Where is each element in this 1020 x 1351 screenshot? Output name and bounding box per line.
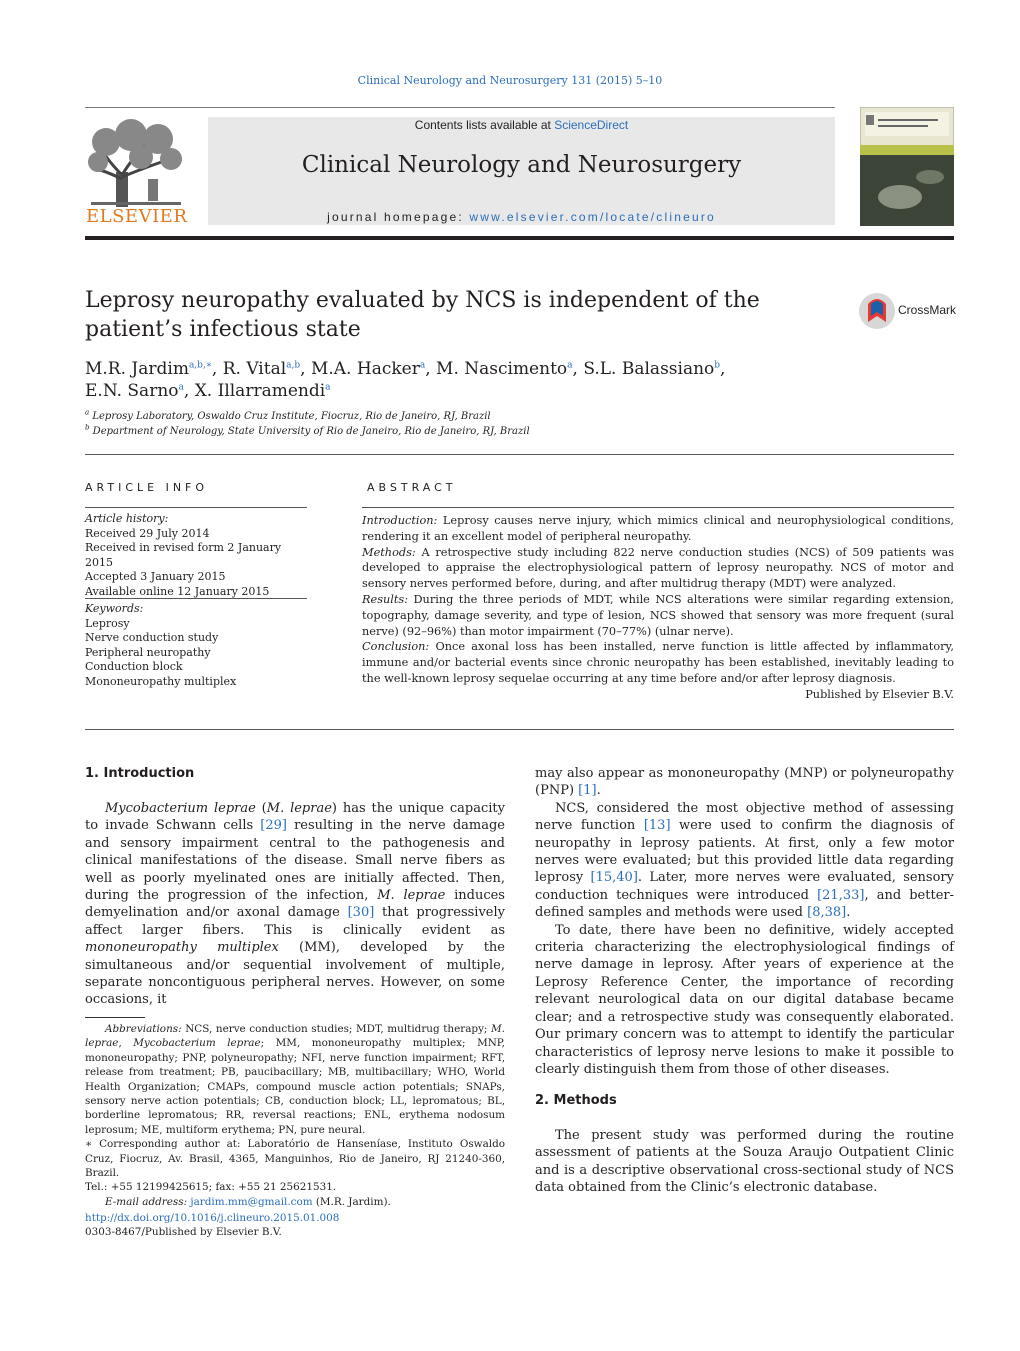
journal-homepage [208, 210, 835, 224]
text: induces demyelination and/or axonal damage [85, 888, 505, 921]
author-separator: , [425, 359, 437, 379]
text: may also appear as mononeuropathy (MNP) or polyneuropathy (PNP) [535, 766, 954, 799]
keyword-item: Mononeuropathy multiplex [85, 674, 237, 688]
text: (MM), developed by the simultaneous and/or sequential involvement of multiple, separate noncontiguous peripheral nerves. However, on some occasions, it [85, 940, 505, 1008]
text: (M.R. Jardim). [312, 1195, 391, 1208]
text: . [596, 783, 601, 799]
reference-link[interactable]: [13] [643, 818, 671, 834]
text: NCS, nerve conduction studies; MDT, multidrug therapy; [181, 1023, 492, 1035]
doi-link[interactable]: http://dx.doi.org/10.1016/j.clineuro.2015.01.008 [85, 1212, 340, 1224]
keywords [85, 602, 307, 689]
text: , [118, 1037, 134, 1050]
divider [85, 454, 954, 455]
keyword-item: Leprosy [85, 616, 130, 630]
affiliation-key: a [85, 408, 90, 417]
abstract-introduction [362, 513, 954, 545]
author-affiliation-marker[interactable]: a [567, 360, 573, 371]
text: were used to confirm the diagnosis of neuropathy in leprosy patients. At first, only a few motor nerves were evaluated; but this provided little data regarding leprosy [535, 818, 954, 886]
right-column [535, 765, 954, 1078]
history-item: Received in revised form 2 January 2015 [85, 541, 282, 569]
crossmark-icon[interactable] [858, 292, 896, 330]
author-separator: , [183, 381, 195, 401]
text-italic: M. leprae [85, 1023, 505, 1050]
crossmark-label[interactable]: CrossMark [898, 303, 957, 317]
sciencedirect-link[interactable]: ScienceDirect [554, 118, 629, 132]
article-info-heading: ARTICLE INFO [85, 481, 209, 494]
abstract-results [362, 592, 954, 639]
abstract-methods [362, 545, 954, 592]
abstract-label: Methods: [362, 545, 416, 559]
text: ; MM, mononeuropathy multiplex; MNP, mononeuropathy; PNP, polyneuropathy; NFI, nerve function impairment; RFT, release from treatment; PB, paucibacillary; MB, multibacillary; WHO, World Health Organization; CMAPs, compound muscle action potentials; SNAPs, sensory nerve action potentials; CB, conduction block; LL, lepromatous; BL, borderline lepromatous; RR, reversal reactions; ENL, erythema nodosum leprosum; ME, multiform erythema; PN, pure neural. [85, 1037, 505, 1136]
email-link[interactable]: jardim.mm@gmail.com [190, 1195, 313, 1208]
history-item: Accepted 3 January 2015 [85, 570, 226, 583]
author-list [85, 358, 845, 402]
author-name[interactable]: R. Vital [222, 359, 287, 379]
journal-citation[interactable]: Clinical Neurology and Neurosurgery 131 (2015) 5–10 [357, 74, 663, 87]
divider [85, 598, 307, 599]
author-name[interactable]: M.A. Hacker [310, 359, 420, 379]
divider [85, 507, 307, 508]
abstract-body [362, 513, 954, 703]
abbreviations-footnote [85, 1022, 505, 1137]
introduction-paragraph-2 [535, 800, 954, 922]
issn-line: 0303-8467/Published by Elsevier B.V. [85, 1226, 282, 1239]
keywords-label: Keywords: [85, 602, 144, 615]
contents-line [208, 118, 835, 132]
history-list [85, 527, 307, 600]
abstract-label: Results: [362, 592, 409, 606]
elsevier-wordmark: ELSEVIER [86, 206, 188, 227]
text-italic: Mycobacterium leprae [133, 1037, 261, 1050]
published-by: Published by Elsevier B.V. [805, 687, 954, 701]
text: that progressively affect larger fibers. This is clinically evident as [85, 905, 505, 938]
text-italic: M. leprae [266, 801, 332, 816]
author-name[interactable]: S.L. Balassiano [583, 359, 715, 379]
affiliation-a [85, 408, 491, 422]
author-separator: , [572, 359, 584, 379]
divider [85, 729, 954, 730]
abstract-label: Introduction: [362, 514, 438, 527]
text: NCS, considered the most objective method of assessing nerve function [535, 800, 954, 834]
reference-link[interactable]: [1] [578, 783, 597, 799]
text-italic: Mycobacterium leprae [105, 801, 256, 816]
reference-link[interactable]: [8,38] [807, 905, 847, 921]
abstract-heading: ABSTRACT [367, 481, 457, 494]
text: , and better-defined samples and methods were used [535, 887, 954, 921]
reference-link[interactable]: [29] [260, 818, 287, 834]
article-title: Leprosy neuropathy evaluated by NCS is independent of the patient’s infectious state [85, 288, 760, 342]
email-label: E-mail address: [105, 1195, 188, 1208]
author-affiliation-marker[interactable]: a,b,∗ [188, 360, 212, 371]
methods-paragraph-1 [535, 1127, 954, 1197]
abstract-text: Once axonal loss has been installed, nerve function is little affected by inflammatory, immune and/or bacterial events since chronic neuropathy has been established, inevitably leading to the well-known leprosy sequelae occurring at any time before and/or after leprosy diagnosis. [362, 640, 954, 685]
divider [362, 507, 954, 508]
author-name[interactable]: X. Illarramendi [194, 381, 326, 401]
history-item: Available online 12 January 2015 [85, 584, 270, 598]
text-italic: mononeuropathy multiplex [85, 940, 279, 956]
abstract-text: A retrospective study including 822 nerve conduction studies (NCS) of 509 patients was developed to appraise the electrophysiological pattern of leprosy neuropathy. NCS of motor and sensory nerves performed before, during, and after multidrug therapy (MDT) were analyzed. [362, 545, 954, 591]
keyword-item: Conduction block [85, 660, 183, 673]
abstract-text: During the three periods of MDT, while NCS alterations were similar regarding extension, topography, damage severity, and type of lesion, NCS showed that sensory was more frequent (sural nerve) (92–96%) than motor impairment (70–77%) (ulnar nerve). [362, 592, 954, 638]
author-affiliation-marker[interactable]: a [419, 360, 426, 371]
author-affiliation-marker[interactable]: a [325, 382, 331, 393]
text: ) has the unique capacity to invade Schwann cells [85, 801, 505, 834]
author-affiliation-marker[interactable]: a [178, 382, 184, 393]
reference-link[interactable]: [15,40] [590, 870, 638, 886]
author-separator: , [300, 359, 311, 379]
author-separator: , [211, 359, 223, 379]
journal-title: Clinical Neurology and Neurosurgery [301, 152, 742, 178]
introduction-paragraph-3: To date, there have been no definitive, widely accepted criteria characterizing the electrophysiological findings of nerve damage in leprosy. After years of experience at the Leprosy Reference Center, the importance of recording relevant neurological data on our digital database became clear; and a retrospective study was consequently elaborated. Our primary concern was to attempt to identify the particular characteristics of leprosy nerve lesions to make it possible to clearly distinguish them from those of other diseases. [535, 922, 954, 1077]
history-item: Received 29 July 2014 [85, 526, 210, 540]
abstract-conclusion [362, 639, 954, 686]
footnotes [85, 1022, 505, 1209]
methods-text: The present study was performed during the routine assessment of patients at the Souza Araujo Outpatient Clinic and is a descriptive observational cross-sectional study of NCS data obtained from the Clinic’s electronic database. [535, 1128, 954, 1196]
abstract-text: Leprosy causes nerve injury, which mimics clinical and neurophysiological conditions, rendering it an excellent model of peripheral neuropathy. [362, 514, 954, 543]
footnote-rule [85, 1017, 145, 1018]
affiliation-text: Department of Neurology, State University of Rio de Janeiro, Rio de Janeiro, RJ, Brazil [92, 426, 530, 437]
keyword-item: Peripheral neuropathy [85, 645, 211, 659]
text: ( [255, 801, 267, 816]
author-name[interactable]: M. Nascimento [436, 359, 568, 379]
introduction-paragraph-1-continued [535, 765, 954, 800]
text-italic: M. leprae [377, 888, 446, 904]
author-line [85, 380, 845, 402]
introduction-heading: 1. Introduction [85, 766, 195, 781]
article-history [85, 512, 307, 599]
homepage-link[interactable]: www.elsevier.com/locate/clineuro [469, 210, 716, 224]
author-name[interactable]: E.N. Sarno [85, 381, 179, 401]
affiliation-text: Leprosy Laboratory, Oswaldo Cruz Institute, Fiocruz, Rio de Janeiro, RJ, Brazil [92, 411, 491, 422]
keywords-list [85, 617, 307, 690]
doi-block [85, 1211, 505, 1240]
author-name[interactable]: M.R. Jardim [85, 359, 189, 379]
text: resulting in the nerve damage and sensory impairment central to the pathogenesis and clinical manifestations of the disease. Small nerve fibers as well as poorly myelinated ones are initially affected. Then, during the progression of the infection, [85, 818, 505, 904]
header-top-rule [85, 107, 835, 108]
corresponding-author-footnote: ∗ Corresponding author at: Laboratório de Hanseníase, Instituto Oswaldo Cruz, Fiocruz, Av. Brasil, 4365, Manguinhos, Rio de Janeiro, RJ 21240-360, Brazil. [85, 1138, 505, 1180]
telephone-footnote: Tel.: +55 12199425615; fax: +55 21 25621531. [85, 1181, 337, 1194]
text: . [846, 905, 851, 921]
reference-link[interactable]: [30] [347, 905, 375, 921]
history-label: Article history: [85, 512, 169, 525]
author-affiliation-marker[interactable]: b [714, 360, 721, 371]
abstract-label: Conclusion: [362, 640, 430, 654]
header-bottom-rule [85, 236, 954, 240]
journal-cover-thumbnail[interactable] [860, 107, 954, 226]
abbreviations-label: Abbreviations: [105, 1023, 182, 1035]
author-affiliation-marker[interactable]: a,b [286, 360, 301, 371]
affiliation-b [85, 423, 530, 437]
homepage-prefix: journal homepage: [327, 210, 470, 224]
text: . Later, more nerves were evaluated, sensory conduction techniques were introduced [535, 870, 954, 903]
email-footnote [85, 1195, 505, 1209]
introduction-paragraph-1 [85, 800, 505, 1009]
author-separator: , [720, 359, 726, 379]
contents-prefix: Contents lists available at [414, 118, 555, 132]
keyword-item: Nerve conduction study [85, 631, 219, 644]
reference-link[interactable]: [21,33] [817, 887, 865, 903]
author-line [85, 358, 845, 380]
methods-heading: 2. Methods [535, 1093, 617, 1108]
affiliation-key: b [85, 423, 90, 432]
